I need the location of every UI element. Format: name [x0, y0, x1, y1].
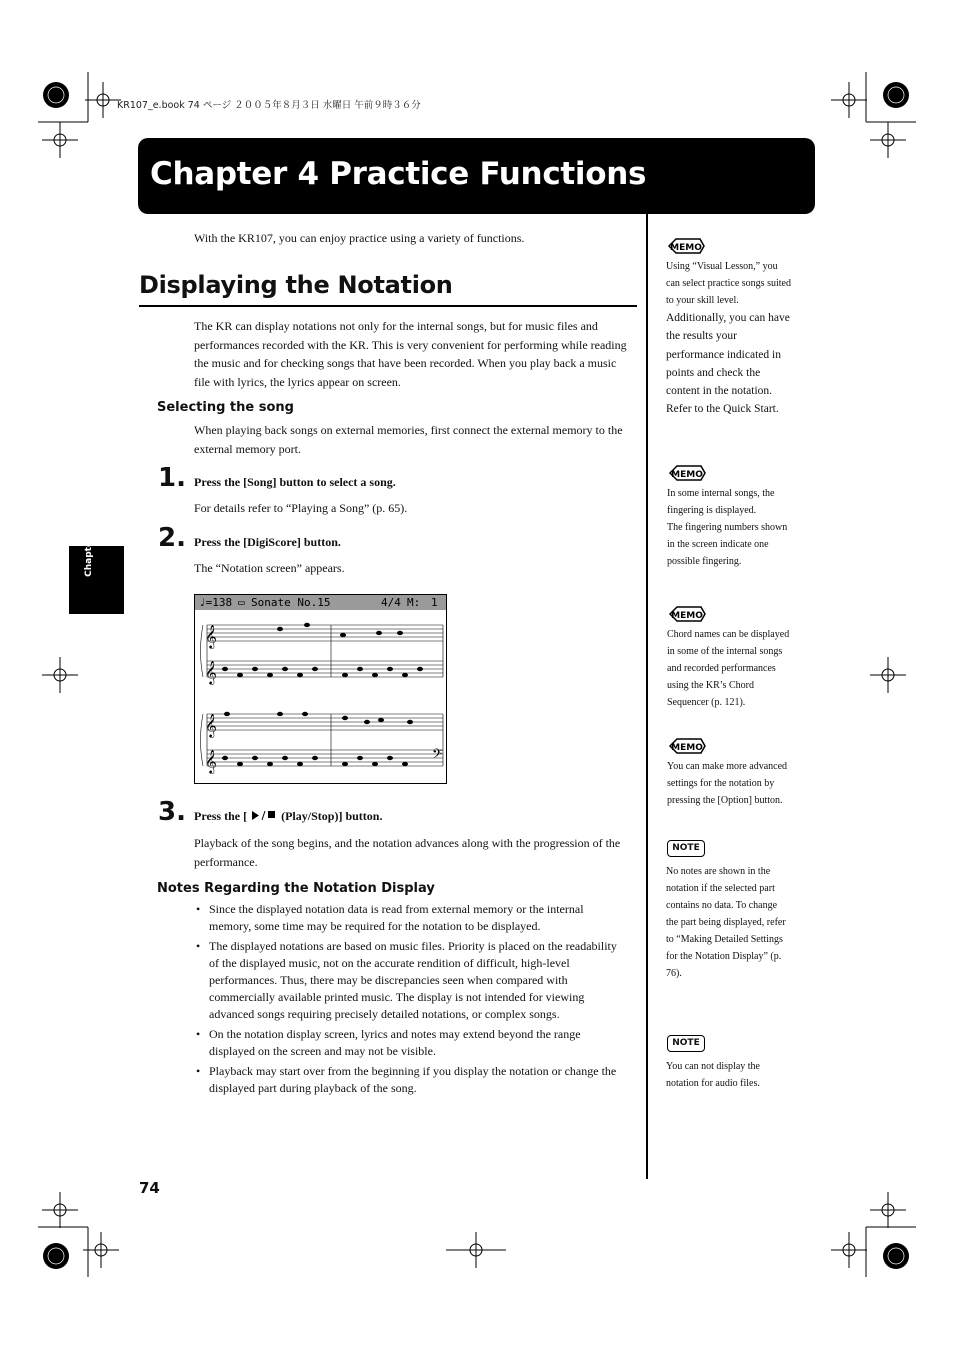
- memo-icon: [667, 605, 707, 623]
- page-number: 74: [139, 1179, 160, 1197]
- memo-icon: [667, 737, 707, 755]
- measure-number: 1: [431, 596, 438, 609]
- svg-text:𝄞: 𝄞: [205, 660, 217, 684]
- memo-icon-label: MEMO: [671, 611, 703, 621]
- list-item: • Playback may start over from the beginning if you display the notation or change the displayed part during playback of the song.: [196, 1064, 617, 1095]
- svg-text:𝄞: 𝄞: [205, 749, 217, 773]
- memo-1-large: Additionally, you can have the results your performance indicated in points and check the content in the notation. Refer to the Quick Start.: [666, 312, 790, 416]
- notes-heading: Notes Regarding the Notation Display: [157, 881, 435, 896]
- selecting-body: When playing back songs on external memories, first connect the external memory to the external memory port.: [194, 423, 623, 456]
- selecting-heading: Selecting the song: [157, 400, 294, 415]
- step-3-text: [194, 809, 382, 824]
- svg-text:𝄢: 𝄢: [432, 746, 443, 765]
- step-2-text: Press the [DigiScore] button.: [194, 535, 341, 549]
- section-body: The KR can display notations not only for the internal songs, but for music files and performances recorded with the KR. This is very convenient for performing while reading the music and for checking songs that have been recorded. When you play back a music file with lyrics, the lyrics appear on screen.: [194, 319, 627, 389]
- meter-readout: 4/4: [381, 596, 401, 609]
- memo-1-small: Using “Visual Lesson,” you can select practice songs suited to your skill level.: [666, 261, 791, 306]
- file-header: KR107_e.book 74 ページ ２００５年８月３日 水曜日 午前９時３６分: [117, 100, 421, 111]
- memo-icon-label: MEMO: [670, 243, 702, 253]
- step-1-sub: For details refer to “Playing a Song” (p. 65).: [194, 501, 408, 515]
- list-item: • Since the displayed notation data is read from external memory or the internal memory, some time may be required for the notation to be displayed.: [196, 902, 584, 933]
- column-divider: [646, 214, 648, 1179]
- measure-label: M:: [407, 596, 421, 609]
- notation-screen: [194, 594, 447, 784]
- memo-icon: [667, 464, 707, 482]
- svg-text:𝄞: 𝄞: [205, 713, 217, 737]
- section-rule: [139, 305, 637, 307]
- list-item: • The displayed notations are based on music files. Priority is placed on the readability of the displayed music, not on the accurate rendition of difficult, high-level performances. Thus, there may be discrepancies seen when compared with commercially available printed music. The display is not intended for viewing advanced songs requiring precisely detailed notations, or complex songs.: [196, 939, 617, 1021]
- step-2-number: 2.: [158, 523, 186, 553]
- memo-icon-label: MEMO: [671, 470, 703, 480]
- chapter-title: Chapter 4 Practice Functions: [150, 156, 647, 192]
- memo-icon-label: MEMO: [671, 743, 703, 753]
- step-3-sub: Playback of the song begins, and the notation advances along with the progression of the performance.: [194, 836, 621, 869]
- note-2: You can not display the notation for audio files.: [666, 1061, 760, 1089]
- notation-staff: [195, 595, 446, 783]
- memo-3: Chord names can be displayed in some of the internal songs and recorded performances using the KR’s Chord Sequencer (p. 121).: [667, 629, 790, 708]
- step-1-number: 1.: [158, 463, 186, 493]
- song-name: Sonate No.15: [251, 596, 331, 609]
- intro-text: With the KR107, you can enjoy practice using a variety of functions.: [194, 231, 525, 245]
- step-3-text-post: (Play/Stop)] button.: [281, 809, 383, 823]
- memo-2: In some internal songs, the fingering is displayed. The fingering numbers shown in the screen indicate one possible fingering.: [667, 488, 788, 567]
- list-item: • On the notation display screen, lyrics and notes may extend beyond the range displayed on the screen and may not be visible.: [196, 1027, 581, 1058]
- notes-bullet-list: [194, 901, 628, 1100]
- memo-icon: [666, 237, 706, 255]
- chapter-side-tab-label: Chapter 4: [84, 527, 94, 577]
- section-title: Displaying the Notation: [139, 271, 453, 299]
- memo-4: You can make more advanced settings for the notation by pressing the [Option] button.: [667, 761, 788, 806]
- note-1: No notes are shown in the notation if the selected part contains no data. To change the part being displayed, refer to “Making Detailed Settings for the Notation Display” (p. 76).: [666, 866, 786, 979]
- step-1-text: Press the [Song] button to select a song.: [194, 475, 396, 489]
- step-2-sub: The “Notation screen” appears.: [194, 561, 345, 575]
- step-3-text-pre: Press the [: [194, 809, 248, 823]
- play-stop-icon: [250, 810, 278, 821]
- book-icon: ▭: [238, 596, 245, 609]
- note-icon: NOTE: [667, 840, 705, 857]
- step-3-number: 3.: [158, 797, 186, 827]
- tempo-readout: ♩=138: [199, 596, 233, 609]
- note-icon: NOTE: [667, 1035, 705, 1052]
- svg-text:𝄞: 𝄞: [205, 624, 217, 648]
